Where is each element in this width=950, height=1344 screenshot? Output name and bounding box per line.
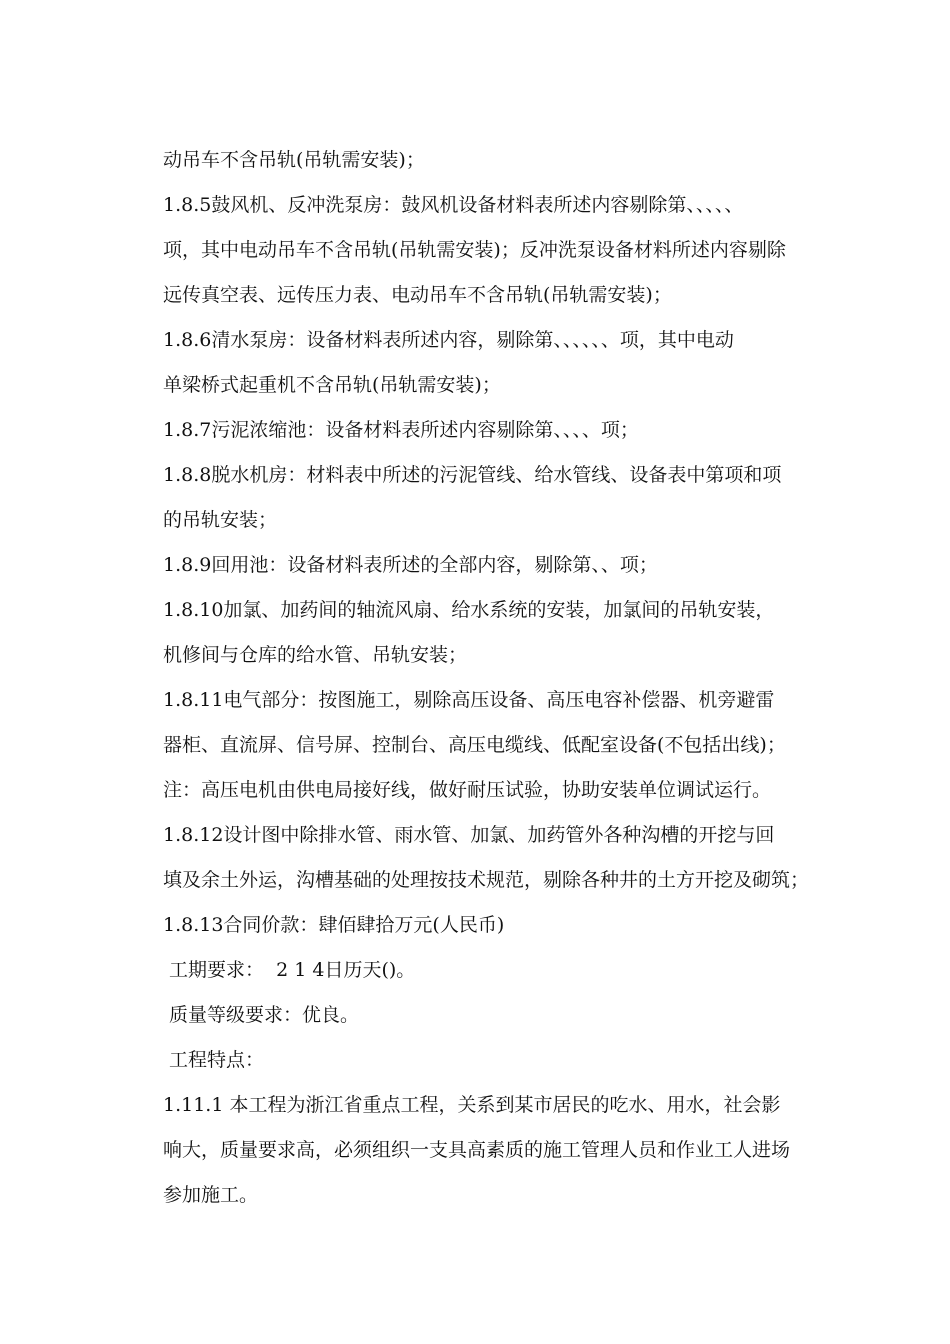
text-line: 单梁桥式起重机不含吊轨(吊轨需安装)； xyxy=(163,374,501,396)
text-line: 机修间与仓库的给水管、吊轨安装； xyxy=(163,644,468,666)
text-line-features-heading: 工程特点： xyxy=(163,1049,265,1071)
text-line-quality: 质量等级要求：优良。 xyxy=(163,1004,360,1026)
text-line: 的吊轨安装； xyxy=(163,509,278,531)
text-line: 项，其中电动吊车不含吊轨(吊轨需安装)；反冲洗泵设备材料所述内容剔除 xyxy=(163,239,786,261)
text-line: 1.8.13合同价款：肆佰肆拾万元(人民币) xyxy=(163,914,505,936)
text-line: 1.8.7污泥浓缩池：设备材料表所述内容剔除第、、、、项； xyxy=(163,419,639,441)
text-line: 1.8.10加氯、加药间的轴流风扇、给水系统的安装，加氯间的吊轨安装， xyxy=(163,599,775,621)
text-line: 动吊车不含吊轨(吊轨需安装)； xyxy=(163,149,425,171)
text-line: 填及余土外运，沟槽基础的处理按技术规范，剔除各种井的土方开挖及砌筑； xyxy=(163,869,810,891)
text-line: 1.11.1 本工程为浙江省重点工程，关系到某市居民的吃水、用水，社会影 xyxy=(163,1094,781,1116)
text-line: 参加施工。 xyxy=(163,1184,259,1206)
text-line-schedule: 工期要求： 2 1 4日历天()。 xyxy=(163,959,416,981)
text-line: 响大，质量要求高，必须组织一支具高素质的施工管理人员和作业工人进场 xyxy=(163,1139,791,1161)
text-line: 1.8.12设计图中除排水管、雨水管、加氯、加药管外各种沟槽的开挖与回 xyxy=(163,824,775,846)
text-line: 注：高压电机由供电局接好线，做好耐压试验，协助安装单位调试运行。 xyxy=(163,779,772,801)
text-line: 器柜、直流屏、信号屏、控制台、高压电缆线、低配室设备(不包括出线)； xyxy=(163,734,786,756)
document-body xyxy=(163,143,833,1223)
text-line: 1.8.8脱水机房：材料表中所述的污泥管线、给水管线、设备表中第项和项 xyxy=(163,464,782,486)
text-line: 1.8.9回用池：设备材料表所述的全部内容，剔除第、、项； xyxy=(163,554,658,576)
text-line: 1.8.11电气部分：按图施工，剔除高压设备、高压电容补偿器、机旁避雷 xyxy=(163,689,775,711)
text-line: 1.8.5鼓风机、反冲洗泵房：鼓风机设备材料表所述内容剔除第、、、、、 xyxy=(163,194,744,216)
text-line: 远传真空表、远传压力表、电动吊车不含吊轨(吊轨需安装)； xyxy=(163,284,672,306)
text-line: 1.8.6清水泵房：设备材料表所述内容，剔除第、、、、、、项，其中电动 xyxy=(163,329,734,351)
